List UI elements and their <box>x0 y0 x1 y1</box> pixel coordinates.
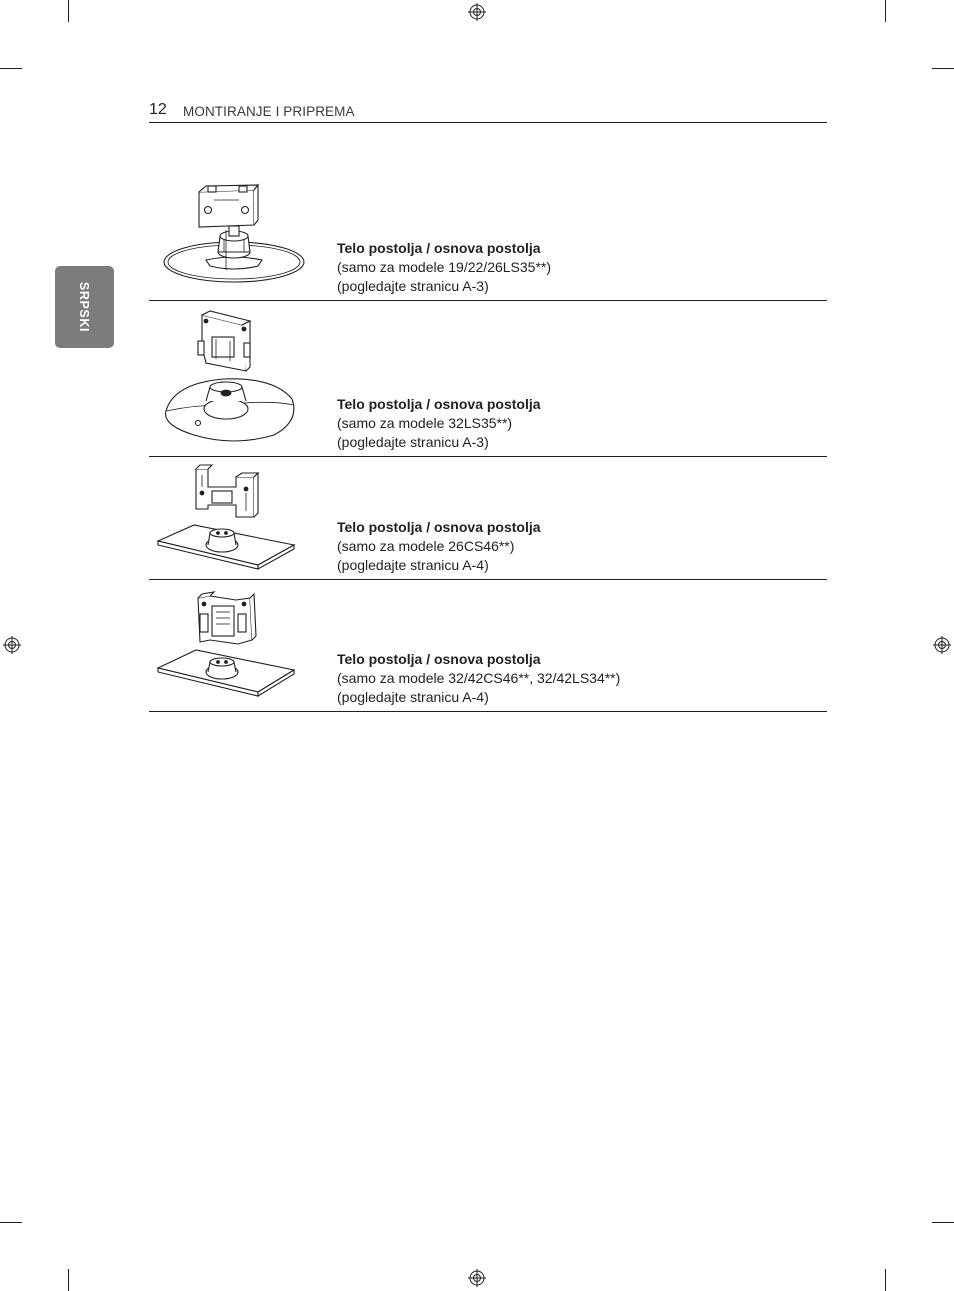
item-title: Telo postolja / osnova postolja <box>337 651 541 667</box>
registration-mark-icon <box>468 1269 486 1287</box>
language-tab <box>55 266 114 348</box>
item-page-reference: (pogledajte stranicu A-3) <box>337 434 489 450</box>
item-page-reference: (pogledajte stranicu A-3) <box>337 278 489 294</box>
crop-mark <box>885 0 886 22</box>
item-models: (samo za modele 19/22/26LS35**) <box>337 259 552 275</box>
stand-body-base-oval-icon <box>154 170 314 300</box>
parts-list-item <box>149 301 827 457</box>
parts-list-item <box>149 580 827 712</box>
item-description <box>337 518 541 575</box>
crop-mark <box>68 0 69 22</box>
registration-mark-icon <box>3 636 21 654</box>
item-models: (samo za modele 32LS35**) <box>337 415 513 431</box>
crop-mark <box>0 68 22 69</box>
crop-mark <box>68 1269 69 1291</box>
registration-mark-icon <box>468 3 486 21</box>
registration-mark-icon <box>933 636 951 654</box>
item-title: Telo postolja / osnova postolja <box>337 396 541 412</box>
crop-mark <box>0 1222 22 1223</box>
stand-body-base-rectangular-icon <box>154 457 314 579</box>
item-page-reference: (pogledajte stranicu A-4) <box>337 557 489 573</box>
parts-list-item <box>149 457 827 580</box>
page-number: 12 <box>149 101 167 118</box>
page-header <box>149 100 827 123</box>
crop-mark <box>932 1222 954 1223</box>
stand-body-base-rounded-icon <box>154 301 314 456</box>
item-description <box>337 395 541 452</box>
parts-list-item <box>149 170 827 301</box>
item-title: Telo postolja / osnova postolja <box>337 240 541 256</box>
stand-body-base-large-rectangular-icon <box>154 580 314 711</box>
item-page-reference: (pogledajte stranicu A-4) <box>337 689 489 705</box>
crop-mark <box>932 68 954 69</box>
item-title: Telo postolja / osnova postolja <box>337 519 541 535</box>
item-description <box>337 650 620 707</box>
crop-mark <box>885 1269 886 1291</box>
language-tab-label: SRPSKI <box>77 281 91 333</box>
item-models: (samo za modele 32/42CS46**, 32/42LS34**) <box>337 670 621 686</box>
item-description <box>337 239 551 296</box>
item-models: (samo za modele 26CS46**) <box>337 538 515 554</box>
section-title: MONTIRANJE I PRIPREMA <box>183 104 355 119</box>
